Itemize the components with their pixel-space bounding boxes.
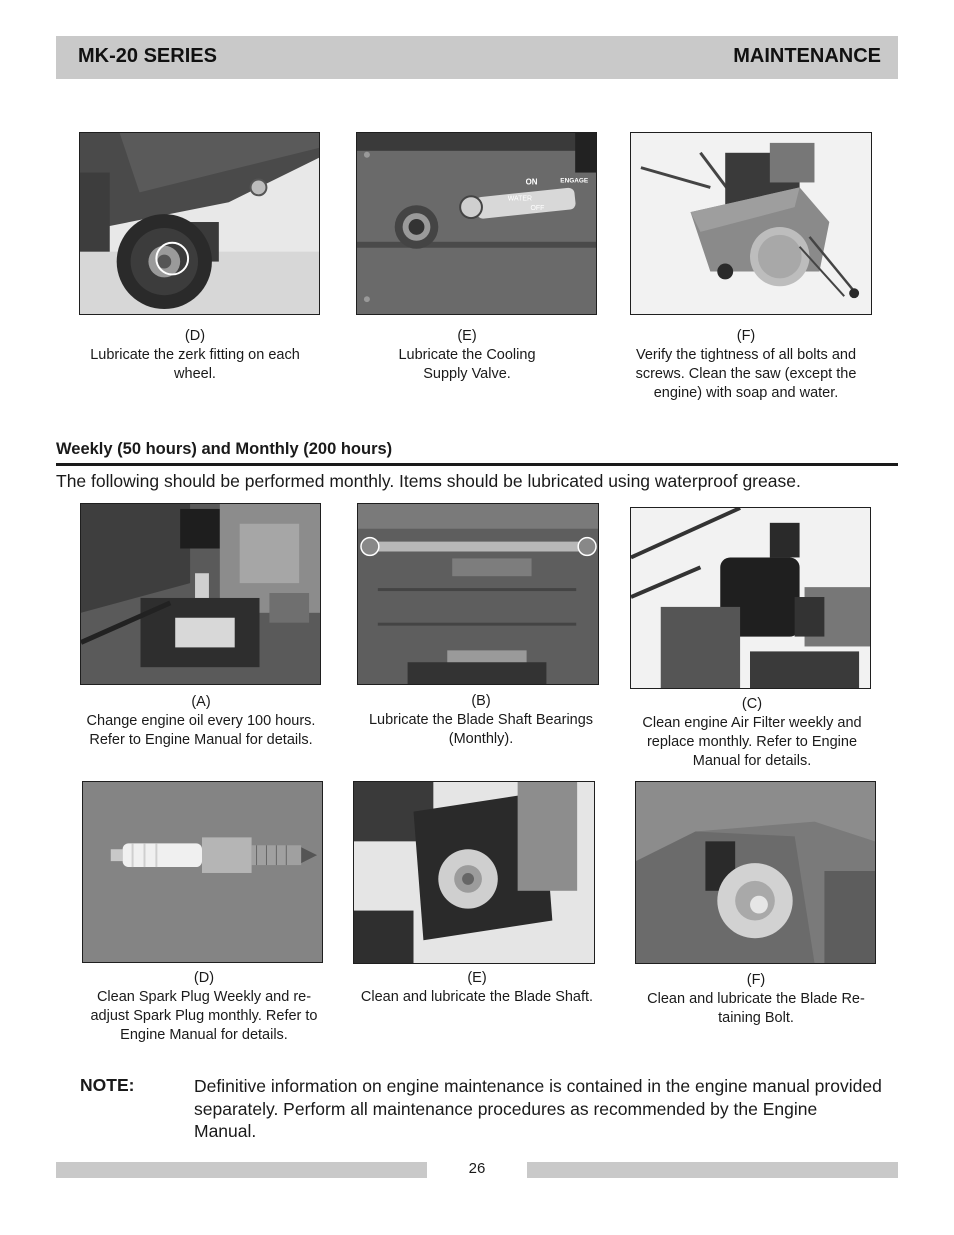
caption-line: Clean engine Air Filter weekly and (642, 715, 862, 731)
caption-mid-b (346, 692, 616, 749)
footer-bar-right (527, 1162, 898, 1178)
section-divider (56, 463, 898, 466)
series-title: MK-20 SERIES (78, 45, 217, 67)
caption-top-d (60, 327, 330, 384)
caption-line: taining Bolt. (718, 1010, 794, 1026)
caption-line: screws. Clean the saw (except the (635, 366, 857, 382)
note-text: Definitive information on engine maintenance is contained in the engine manual provided separately. Perform all maintenance procedures as recommended by the Engine Manual. (194, 1076, 882, 1141)
header-bar (56, 36, 898, 79)
caption-line: wheel. (174, 366, 216, 382)
photo-engine-oil (80, 503, 321, 685)
caption-letter: (D) (184, 328, 206, 344)
caption-letter: (D) (193, 970, 215, 986)
section-heading: MAINTENANCE (733, 45, 881, 67)
section-title: Weekly (50 hours) and Monthly (200 hours) (56, 440, 393, 458)
caption-line: Verify the tightness of all bolts and (635, 347, 857, 363)
caption-line: Clean and lubricate the Blade Shaft. (360, 989, 594, 1005)
caption-line: Supply Valve. (423, 366, 511, 382)
caption-line: replace monthly. Refer to Engine (646, 734, 858, 750)
photo-wheel-zerk (79, 132, 320, 315)
caption-line: (Monthly). (448, 731, 514, 747)
caption-line: engine) with soap and water. (653, 385, 839, 401)
caption-letter: (C) (741, 696, 763, 712)
caption-bot-f (626, 971, 886, 1028)
valve-on-label: ON (525, 177, 538, 187)
caption-letter: (F) (746, 972, 766, 988)
caption-letter: (B) (471, 693, 491, 709)
caption-mid-c (616, 695, 888, 771)
caption-line: Engine Manual for details. (120, 1027, 288, 1043)
caption-bot-e (342, 969, 612, 1007)
caption-mid-a (62, 693, 340, 750)
caption-letter: (A) (191, 694, 211, 710)
photo-spark-plug (82, 781, 323, 963)
photo-blade-shaft-bearings (357, 503, 599, 685)
caption-line: Lubricate the zerk fitting on each (90, 347, 300, 363)
caption-letter: (E) (457, 328, 477, 344)
caption-line: Manual for details. (692, 753, 812, 769)
valve-water-label: WATER (507, 195, 533, 203)
photo-retaining-bolt (635, 781, 876, 964)
note-label: NOTE: (80, 1075, 135, 1095)
caption-letter: (F) (736, 328, 756, 344)
page-number: 26 (468, 1160, 486, 1177)
photo-cooling-valve (356, 132, 597, 315)
section-intro: The following should be performed monthly. Items should be lubricated using waterproof grease. (56, 471, 801, 491)
caption-letter: (E) (467, 970, 487, 986)
caption-line: adjust Spark Plug monthly. Refer to (90, 1008, 318, 1024)
valve-engage-label: ENGAGE (560, 177, 589, 185)
caption-bot-d (70, 969, 338, 1045)
caption-top-e (346, 327, 588, 384)
valve-off-label: OFF (530, 205, 545, 213)
caption-line: Change engine oil every 100 hours. (86, 713, 316, 729)
caption-line: Clean and lubricate the Blade Re- (647, 991, 865, 1007)
caption-line: Clean Spark Plug Weekly and re- (96, 989, 312, 1005)
caption-top-f (612, 327, 880, 403)
footer-bar-left (56, 1162, 427, 1178)
caption-line: Refer to Engine Manual for details. (89, 732, 313, 748)
caption-line: Lubricate the Cooling (398, 347, 536, 363)
photo-air-filter (630, 507, 871, 689)
photo-blade-shaft (353, 781, 595, 964)
photo-full-saw (630, 132, 872, 315)
caption-line: Lubricate the Blade Shaft Bearings (368, 712, 594, 728)
